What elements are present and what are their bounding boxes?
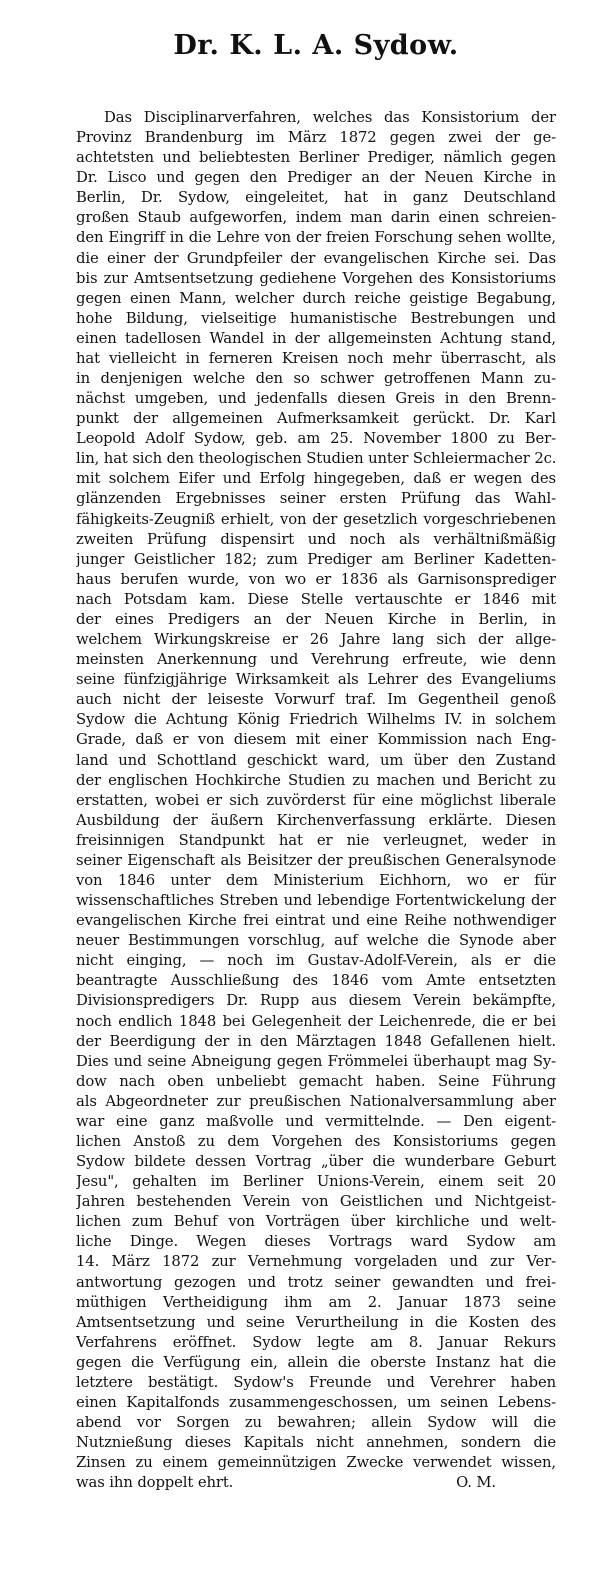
text-line: wissenschaftliches Streben und lebendige Fortentwickelung der	[76, 892, 556, 910]
text-line: war eine ganz maßvolle und vermittelnde. — Den eigent-	[76, 1112, 556, 1130]
text-line: Jesu", gehalten im Berliner Unions-Verein, einem seit 20	[76, 1173, 556, 1191]
text-line: seine fünfzigjährige Wirksamkeit als Lehrer des Evangeliums	[76, 671, 556, 689]
text-line: in denjenigen welche den so schwer getroffenen Mann zu-	[76, 370, 556, 388]
text-line: Verfahrens eröffnet. Sydow legte am 8. Januar Rekurs	[76, 1333, 556, 1351]
text-line: mit solchem Eifer und Erfolg hingegeben, daß er wegen des	[76, 470, 556, 488]
text-line	[76, 1473, 556, 1493]
article-body	[76, 108, 556, 1493]
text-line: haus berufen wurde, von wo er 1836 als Garnisonsprediger	[76, 570, 556, 588]
text-line: Leopold Adolf Sydow, geb. am 25. November 1800 zu Ber-	[76, 430, 556, 448]
text-line: junger Geistlicher 182; zum Prediger am Berliner Kadetten-	[76, 550, 556, 568]
text-line: einen tadellosen Wandel in der allgemeinsten Achtung stand,	[76, 329, 556, 347]
text-line: die einer der Grundpfeiler der evangelischen Kirche sei. Das	[76, 249, 556, 267]
text-line: müthigen Vertheidigung ihm am 2. Januar 1873 seine	[76, 1293, 556, 1311]
text-line: den Eingriff in die Lehre von der freien Forschung sehen wollte,	[76, 229, 556, 247]
text-line: einen Kapitalfonds zusammengeschossen, um seinen Lebens-	[76, 1394, 556, 1411]
text-line: Dr. Lisco und gegen den Prediger an der Neuen Kirche in	[76, 169, 556, 187]
text-line: evangelischen Kirche frei eintrat und eine Reihe nothwendiger	[76, 912, 556, 930]
text-line: Jahren bestehenden Verein von Geistlichen und Nichtgeist-	[76, 1193, 556, 1211]
text-line: gegen einen Mann, welcher durch reiche geistige Begabung,	[76, 289, 556, 307]
text-line: nach Potsdam kam. Diese Stelle vertauschte er 1846 mit	[76, 590, 556, 608]
text-line: auch nicht der leiseste Vorwurf traf. Im Gegentheil genoß	[76, 691, 556, 709]
text-line: welchem Wirkungskreise er 26 Jahre lang sich der allge-	[76, 631, 556, 649]
text-line: glänzenden Ergebnisses seiner ersten Prüfung das Wahl-	[76, 490, 556, 508]
text-line: punkt der allgemeinen Aufmerksamkeit gerückt. Dr. Karl	[76, 410, 556, 428]
text-line: lichen zum Behuf von Vorträgen über kirchliche und welt-	[76, 1213, 556, 1231]
text-line: der Beerdigung der in den Märztagen 1848 Gefallenen hielt.	[76, 1032, 556, 1050]
text-line: achtetsten und beliebtesten Berliner Prediger, nämlich gegen	[76, 149, 556, 167]
text-line: großen Staub aufgeworfen, indem man darin einen schreien-	[76, 209, 556, 227]
text-line: erstatten, wobei er sich zuvörderst für eine möglichst liberale	[76, 791, 556, 809]
text-line: lichen Anstoß zu dem Vorgehen des Konsistoriums gegen	[76, 1132, 556, 1150]
text-line: nächst umgeben, und jedenfalls diesen Greis in den Brenn-	[76, 390, 556, 408]
text-line: Sydow die Achtung König Friedrich Wilhelms IV. in solchem	[76, 711, 556, 729]
text-line: Dies und seine Abneigung gegen Frömmelei überhaupt mag Sy-	[76, 1052, 556, 1070]
text-line: abend vor Sorgen zu bewahren; allein Sydow will die	[76, 1414, 556, 1432]
text-line: hohe Bildung, vielseitige humanistische Bestrebungen und	[76, 309, 556, 327]
text-line: liche Dinge. Wegen dieses Vortrags ward Sydow am	[76, 1233, 556, 1251]
text-line: nicht einging, — noch im Gustav-Adolf-Verein, als er die	[76, 952, 556, 970]
text-line: antwortung gezogen und trotz seiner gewandten und frei-	[76, 1273, 556, 1291]
text-line: der englischen Hochkirche Studien zu machen und Bericht zu	[76, 771, 556, 789]
page-title: Dr. K. L. A. Sydow.	[173, 30, 459, 61]
text-line: von 1846 unter dem Ministerium Eichhorn, wo er für	[76, 871, 556, 889]
text-line: als Abgeordneter zur preußischen Nationalversammlung aber	[76, 1092, 556, 1110]
text-line: Provinz Brandenburg im März 1872 gegen zwei der ge-	[76, 129, 556, 147]
text-line: Berlin, Dr. Sydow, eingeleitet, hat in ganz Deutschland	[76, 189, 556, 207]
text-line: Das Disciplinarverfahren, welches das Konsistorium der	[104, 109, 556, 126]
text-line: Ausbildung der äußern Kirchenverfassung erklärte. Diesen	[76, 811, 556, 829]
text-line: dow nach oben unbeliebt gemacht haben. Seine Führung	[76, 1072, 556, 1090]
text-line: der eines Predigers an der Neuen Kirche in Berlin, in	[76, 610, 556, 628]
text-line: beantragte Ausschließung des 1846 vom Amte entsetzten	[76, 972, 556, 990]
text-line: letztere bestätigt. Sydow's Freunde und Verehrer haben	[76, 1373, 556, 1391]
text-line: Zinsen zu einem gemeinnützigen Zwecke verwendet wissen,	[76, 1454, 556, 1472]
text-line: noch endlich 1848 bei Gelegenheit der Leichenrede, die er bei	[76, 1012, 556, 1030]
text-line: 14. März 1872 zur Vernehmung vorgeladen und zur Ver-	[76, 1253, 556, 1271]
text-line: gegen die Verfügung ein, allein die oberste Instanz hat die	[76, 1353, 556, 1371]
text-line: land und Schottland geschickt ward, um über den Zustand	[76, 751, 556, 769]
text-line: Divisionspredigers Dr. Rupp aus diesem Verein bekämpfte,	[76, 992, 556, 1010]
text-line: zweiten Prüfung dispensirt und noch als verhältnißmäßig	[76, 530, 556, 548]
text-line: seiner Eigenschaft als Beisitzer der preußischen Generalsynode	[76, 851, 556, 869]
text-line: bis zur Amtsentsetzung gediehene Vorgehen des Konsistoriums	[76, 269, 556, 287]
text-line: meinsten Anerkennung und Verehrung erfreute, wie denn	[76, 651, 556, 669]
author-signature: O. M.	[456, 1474, 496, 1492]
text-line: Amtsentsetzung und seine Verurtheilung in die Kosten des	[76, 1313, 556, 1331]
text-line: Nutznießung dieses Kapitals nicht annehmen, sondern die	[76, 1434, 556, 1452]
text-line: hat vielleicht in ferneren Kreisen noch mehr überrascht, als	[76, 349, 556, 367]
text-line: Grade, daß er von diesem mit einer Kommission nach Eng-	[76, 731, 556, 749]
text-line: freisinnigen Standpunkt hat er nie verleugnet, weder in	[76, 831, 556, 849]
text-line: neuer Bestimmungen vorschlug, auf welche die Synode aber	[76, 932, 556, 950]
text-line: Sydow bildete dessen Vortrag „über die wunderbare Geburt	[76, 1153, 556, 1171]
text-line: lin, hat sich den theologischen Studien unter Schleiermacher 2c.	[76, 450, 556, 468]
text-line: fähigkeits-Zeugniß erhielt, von der gesetzlich vorgeschriebenen	[76, 510, 556, 528]
closing-text: was ihn doppelt ehrt.	[76, 1474, 234, 1492]
